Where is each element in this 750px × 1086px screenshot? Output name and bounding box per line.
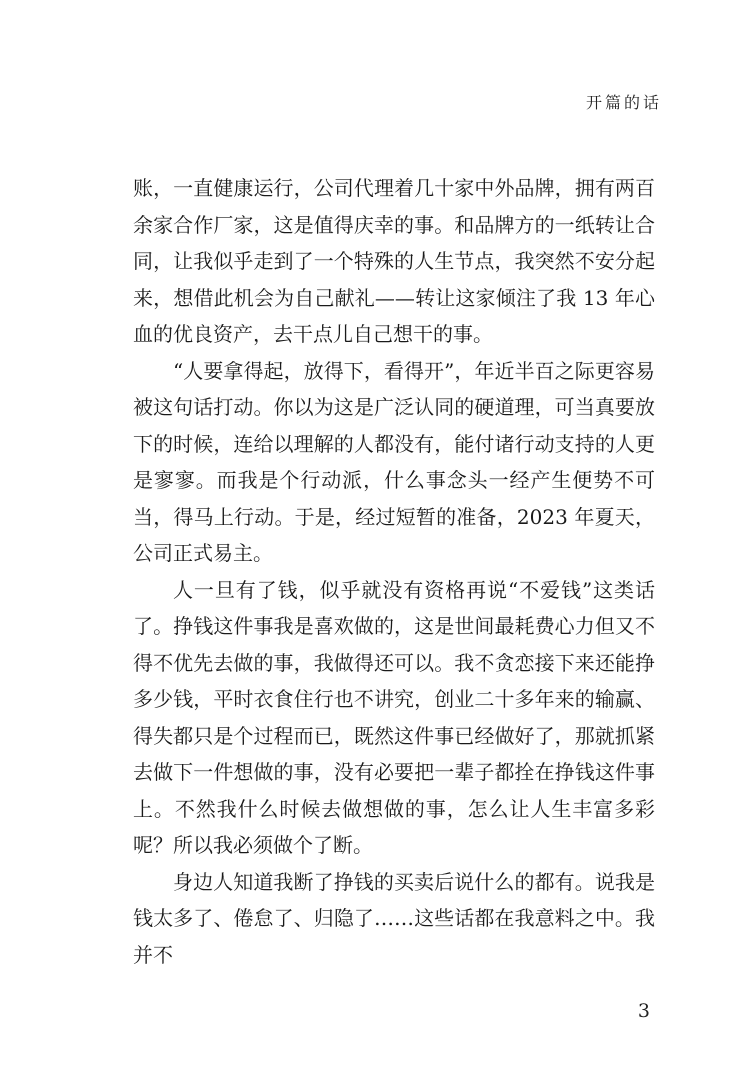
page-number: 3 xyxy=(637,1000,650,1022)
body-text xyxy=(133,170,655,973)
paragraph-1: 账，一直健康运行，公司代理着几十家中外品牌，拥有两百余家合作厂家，这是值得庆幸的事。和品牌方的一纸转让合同，让我似乎走到了一个特殊的人生节点，我突然不安分起来，想借此机会为自己献礼——转让这家倾注了我 13 年心血的优良资产，去干点儿自己想干的事。 xyxy=(133,176,655,346)
paragraph-3: 人一旦有了钱，似乎就没有资格再说“不爱钱”这类话了。挣钱这件事我是喜欢做的，这是世间最耗费心力但又不得不优先去做的事，我做得还可以。我不贪恋接下来还能挣多少钱，平时衣食住行也不讲究，创业二十多年来的输赢、得失都只是个过程而已，既然这件事已经做好了，那就抓紧去做下一件想做的事，没有必要把一辈子都拴在挣钱这件事上。不然我什么时候去做想做的事，怎么让人生丰富多彩呢？所以我必须做个了断。 xyxy=(133,577,655,857)
paragraph-2: “人要拿得起，放得下，看得开”，年近半百之际更容易被这句话打动。你以为这是广泛认同的硬道理，可当真要放下的时候，连给以理解的人都没有，能付诸行动支持的人更是寥寥。而我是个行动派，什么事念头一经产生便势不可当，得马上行动。于是，经过短暂的准备，2023 年夏天，公司正式易主。 xyxy=(133,358,655,565)
running-head: 开篇的话 xyxy=(585,93,662,112)
paragraph-4: 身边人知道我断了挣钱的买卖后说什么的都有。说我是钱太多了、倦怠了、归隐了……这些话都在我意料之中。我并不 xyxy=(133,869,655,967)
